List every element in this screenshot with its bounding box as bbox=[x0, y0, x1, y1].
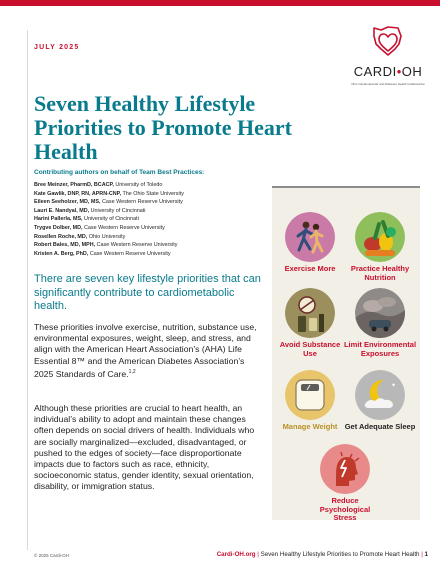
contributors-heading: Contributing authors on behalf of Team Best Practices: bbox=[34, 169, 205, 176]
footer-doc-title: Seven Healthy Lifestyle Priorities to Promote Heart Health bbox=[260, 551, 420, 558]
author-list bbox=[34, 181, 274, 258]
priority-label: Reduce Psychological Stress bbox=[319, 496, 371, 523]
author-name: Harini Pallerla, MS, bbox=[34, 216, 83, 223]
author-affiliation: Case Western Reserve University bbox=[100, 199, 183, 206]
cardi-oh-logo[interactable] bbox=[346, 24, 430, 96]
footer-separator: | bbox=[255, 551, 261, 558]
exercise-icon bbox=[285, 212, 335, 262]
footer-site-link[interactable]: Cardi-OH.org bbox=[216, 551, 256, 558]
body-paragraph-1-text: These priorities involve exercise, nutrition, substance use, environmental exposures, weight, sleep, and stress, and align with the American Heart Association’s (AHA) Life Essential 8™ and the American Diabetes Association’s 2025 Standards of Care. bbox=[34, 322, 257, 379]
svg-text:✦: ✦ bbox=[391, 382, 397, 389]
stress-icon bbox=[320, 444, 370, 494]
margin-rule bbox=[27, 30, 28, 550]
author-item bbox=[34, 190, 274, 199]
author-item bbox=[34, 233, 274, 242]
priority-sleep bbox=[343, 370, 417, 432]
author-item bbox=[34, 224, 274, 233]
logo-tagline: Ohio Cardiovascular and Diabetes Health Collaborative bbox=[351, 82, 425, 86]
priority-label: Practice Healthy Nutrition bbox=[350, 264, 410, 282]
author-affiliation: The Ohio State University bbox=[121, 190, 184, 197]
author-item bbox=[34, 181, 274, 190]
body-paragraph-2: Although these priorities are crucial to heart health, an individual’s ability to adopt and maintain these changes often depends on social drivers of health. Individuals who are socially marginalized—excluded, disadvantaged, or pushed to the edges of society—face disproportionate impacts due to factors such as race, ethnicity, socioeconomic status, gender identity, sexual orientation, disability, or immigration status. bbox=[34, 403, 255, 492]
copyright: © 2025 Cardi-OH bbox=[34, 553, 69, 558]
lead-paragraph: There are seven key lifestyle priorities that can significantly contribute to cardiometabolic health. bbox=[34, 273, 261, 312]
priority-label: Avoid Substance Use bbox=[279, 340, 341, 358]
author-name: Kate Gawlik, DNP, RN, APRN-CNP, bbox=[34, 190, 122, 197]
panel-top-rule bbox=[272, 186, 420, 188]
author-affiliation: University of Cincinnati bbox=[82, 216, 139, 223]
nutrition-icon bbox=[355, 212, 405, 262]
priority-weight bbox=[273, 370, 347, 432]
author-item bbox=[34, 215, 274, 224]
author-item bbox=[34, 207, 274, 216]
environment-icon bbox=[355, 288, 405, 338]
author-item bbox=[34, 198, 274, 207]
logo-dot: • bbox=[396, 64, 402, 79]
priority-label: Exercise More bbox=[284, 264, 336, 273]
priority-stress bbox=[308, 444, 382, 523]
author-name: Lauri E. Nandyal, MD, bbox=[34, 207, 90, 214]
author-name: Kristen A. Berg, PhD, bbox=[34, 250, 89, 257]
page-footer bbox=[217, 551, 428, 558]
body-paragraph-1 bbox=[34, 322, 266, 380]
priority-label: Get Adequate Sleep bbox=[344, 422, 416, 431]
author-affiliation: Case Western Reserve University bbox=[95, 242, 178, 249]
scale-icon bbox=[285, 370, 335, 420]
citation-superscript: 1,2 bbox=[128, 368, 136, 375]
author-name: Rosellen Roche, MD, bbox=[34, 233, 88, 240]
substance-icon bbox=[285, 288, 335, 338]
author-item bbox=[34, 241, 274, 250]
priority-exercise bbox=[273, 212, 347, 274]
ohio-heart-icon bbox=[368, 24, 408, 62]
logo-name-b: OH bbox=[401, 64, 423, 79]
author-name: Eileen Seeholzer, MD, MS, bbox=[34, 199, 101, 206]
publication-date: JULY 2025 bbox=[34, 44, 80, 51]
author-affiliation: University of Cincinnati bbox=[89, 207, 146, 214]
author-name: Bree Meinzer, PharmD, BCACP, bbox=[34, 182, 114, 188]
author-affiliation: Case Western Reserve University bbox=[88, 250, 171, 257]
priority-substance bbox=[273, 288, 347, 358]
author-affiliation: University of Toledo bbox=[113, 182, 163, 188]
top-accent-bar bbox=[0, 0, 440, 6]
author-name: Trygve Dolber, MD, bbox=[34, 224, 83, 231]
page-number: 1 bbox=[424, 551, 428, 558]
sleep-icon bbox=[355, 370, 405, 420]
page-title: Seven Healthy Lifestyle Priorities to Promote Heart Health bbox=[34, 91, 292, 164]
priority-environment bbox=[343, 288, 417, 358]
priority-label: Limit Environmental Exposures bbox=[343, 340, 417, 358]
logo-wordmark bbox=[346, 64, 430, 79]
author-affiliation: Case Western Reserve University bbox=[82, 224, 165, 231]
footer-page-separator: | bbox=[419, 551, 425, 558]
author-name: Robert Bales, MD, MPH, bbox=[34, 242, 96, 249]
logo-name-a: CARDI bbox=[353, 64, 397, 79]
priority-label: Manage Weight bbox=[282, 422, 338, 431]
author-affiliation: Ohio University bbox=[87, 233, 126, 240]
priority-nutrition bbox=[343, 212, 417, 282]
author-item bbox=[34, 250, 274, 259]
